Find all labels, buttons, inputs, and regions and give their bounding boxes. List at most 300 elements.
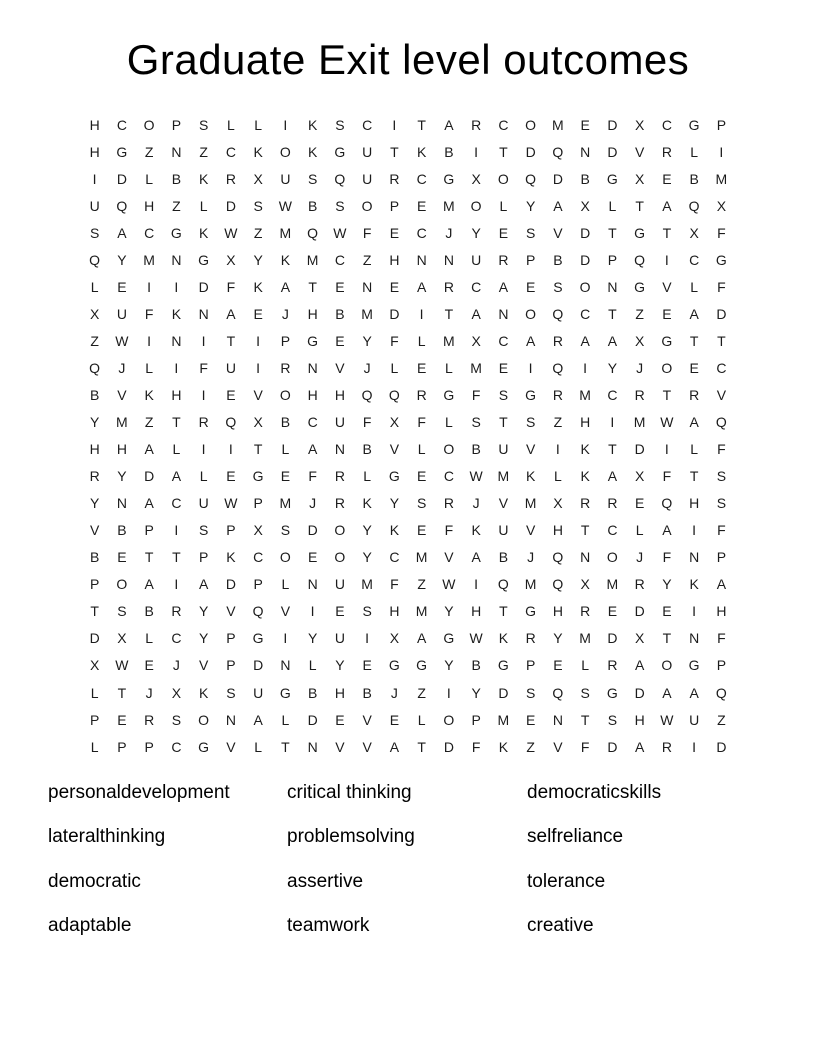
grid-letter: I bbox=[419, 305, 424, 322]
grid-letter: Y bbox=[335, 657, 345, 674]
grid-letter: D bbox=[716, 305, 727, 322]
grid-letter: J bbox=[363, 359, 371, 376]
grid-letter: J bbox=[281, 305, 289, 322]
grid-letter: R bbox=[498, 251, 509, 268]
grid-letter: L bbox=[281, 441, 290, 458]
grid-letter: T bbox=[689, 332, 699, 349]
grid-letter: A bbox=[171, 468, 182, 485]
grid-letter: H bbox=[307, 305, 318, 322]
grid-letter: J bbox=[118, 359, 126, 376]
grid-letter: S bbox=[553, 278, 563, 295]
grid-letter: P bbox=[716, 657, 727, 674]
grid-letter: S bbox=[525, 684, 536, 701]
grid-letter: A bbox=[253, 711, 263, 728]
grid-letter: B bbox=[689, 170, 699, 187]
word-list-item: assertive bbox=[287, 870, 364, 892]
grid-letter: M bbox=[361, 305, 373, 322]
grid-letter: W bbox=[115, 657, 129, 674]
grid-letter: L bbox=[199, 197, 208, 214]
grid-letter: A bbox=[198, 576, 209, 593]
grid-letter: M bbox=[497, 468, 510, 485]
grid-letter: R bbox=[689, 386, 700, 403]
grid-letter: D bbox=[607, 630, 618, 647]
grid-letter: T bbox=[499, 143, 508, 160]
grid-letter: O bbox=[443, 441, 455, 458]
grid-letter: G bbox=[497, 657, 509, 674]
grid-letter: Q bbox=[552, 305, 564, 322]
grid-letter: F bbox=[362, 414, 372, 431]
grid-letter: I bbox=[583, 359, 588, 376]
grid-letter: S bbox=[226, 684, 236, 701]
word-list bbox=[48, 781, 778, 958]
grid-letter: L bbox=[417, 332, 426, 349]
grid-letter: Q bbox=[252, 603, 264, 620]
grid-letter: M bbox=[306, 251, 319, 268]
grid-letter: T bbox=[253, 441, 263, 458]
grid-letter: J bbox=[636, 549, 644, 566]
grid-letter: D bbox=[443, 738, 454, 755]
grid-letter: A bbox=[634, 657, 645, 674]
grid-letter: J bbox=[145, 684, 153, 701]
grid-letter: E bbox=[662, 305, 672, 322]
grid-letter: R bbox=[607, 657, 618, 674]
grid-letter: I bbox=[92, 170, 97, 187]
grid-letter: K bbox=[144, 386, 154, 403]
grid-letter: B bbox=[280, 414, 291, 431]
grid-letter: O bbox=[470, 197, 482, 214]
grid-letter: A bbox=[580, 332, 590, 349]
grid-letter: L bbox=[145, 170, 154, 187]
grid-letter: Z bbox=[253, 224, 263, 241]
grid-letter: T bbox=[499, 414, 508, 431]
grid-letter: P bbox=[226, 657, 236, 674]
grid-letter: O bbox=[334, 549, 346, 566]
grid-letter: J bbox=[472, 495, 480, 512]
grid-letter: M bbox=[361, 576, 373, 593]
grid-letter: E bbox=[389, 224, 400, 241]
grid-letter: O bbox=[497, 170, 509, 187]
grid-letter: T bbox=[417, 116, 426, 133]
grid-letter: P bbox=[607, 251, 618, 268]
grid-letter: T bbox=[90, 603, 99, 620]
grid-letter: L bbox=[226, 116, 235, 133]
grid-letter: H bbox=[716, 603, 727, 620]
grid-letter: C bbox=[144, 224, 155, 241]
grid-letter: G bbox=[443, 386, 455, 403]
grid-letter: U bbox=[362, 170, 373, 187]
word-list-item: selfreliance bbox=[527, 826, 624, 848]
grid-letter: S bbox=[525, 224, 536, 241]
grid-letter: U bbox=[334, 414, 345, 431]
grid-letter: N bbox=[307, 576, 318, 593]
grid-letter: Y bbox=[307, 630, 318, 647]
grid-letter: X bbox=[471, 332, 481, 349]
grid-letter: T bbox=[717, 332, 726, 349]
grid-letter: V bbox=[553, 224, 563, 241]
grid-letter: D bbox=[116, 170, 127, 187]
grid-letter: B bbox=[89, 549, 100, 566]
grid-letter: X bbox=[253, 414, 263, 431]
grid-letter: Q bbox=[552, 576, 564, 593]
grid-letter: N bbox=[498, 305, 509, 322]
grid-letter: Z bbox=[417, 684, 426, 701]
grid-letter: D bbox=[225, 576, 236, 593]
grid-letter: V bbox=[525, 522, 536, 539]
grid-letter: M bbox=[279, 495, 292, 512]
grid-letter: N bbox=[225, 711, 236, 728]
grid-letter: N bbox=[171, 251, 182, 268]
grid-letter: D bbox=[634, 603, 645, 620]
grid-letter: M bbox=[143, 251, 155, 268]
grid-letter: N bbox=[607, 278, 618, 295]
grid-letter: R bbox=[334, 468, 345, 485]
grid-letter: T bbox=[662, 630, 672, 647]
grid-letter: R bbox=[661, 738, 672, 755]
grid-letter: S bbox=[716, 468, 727, 485]
grid-letter: B bbox=[117, 522, 127, 539]
grid-letter: E bbox=[525, 711, 536, 728]
grid-letter: D bbox=[607, 143, 618, 160]
grid-letter: H bbox=[89, 441, 100, 458]
grid-letter: C bbox=[225, 143, 236, 160]
grid-letter: T bbox=[608, 224, 617, 241]
grid-letter: E bbox=[525, 278, 536, 295]
grid-letter: A bbox=[471, 305, 481, 322]
grid-letter: L bbox=[90, 684, 99, 701]
grid-letter: R bbox=[225, 170, 236, 187]
grid-letter: X bbox=[580, 576, 590, 593]
page-title: Graduate Exit level outcomes bbox=[126, 36, 690, 83]
grid-letter: P bbox=[716, 549, 727, 566]
grid-letter: Y bbox=[662, 576, 672, 593]
grid-letter: T bbox=[417, 738, 426, 755]
grid-letter: Z bbox=[717, 711, 726, 728]
grid-letter: E bbox=[689, 359, 699, 376]
grid-letter: Z bbox=[144, 414, 154, 431]
grid-letter: Y bbox=[389, 495, 400, 512]
grid-letter: X bbox=[689, 224, 699, 241]
grid-letter: M bbox=[443, 197, 455, 214]
grid-letter: I bbox=[310, 603, 315, 620]
grid-letter: F bbox=[717, 630, 726, 647]
grid-letter: Q bbox=[116, 197, 128, 214]
word-list-item: tolerance bbox=[527, 870, 606, 892]
grid-letter: P bbox=[253, 576, 263, 593]
grid-letter: O bbox=[606, 549, 618, 566]
grid-letter: A bbox=[444, 116, 454, 133]
grid-letter: E bbox=[226, 386, 236, 403]
grid-letter: I bbox=[692, 738, 697, 755]
grid-letter: M bbox=[524, 495, 537, 512]
grid-letter: T bbox=[608, 441, 617, 458]
grid-letter: W bbox=[469, 468, 483, 485]
grid-letter: B bbox=[471, 657, 481, 674]
grid-letter: L bbox=[145, 630, 154, 647]
word-list-item: problemsolving bbox=[287, 826, 415, 848]
grid-letter: J bbox=[527, 549, 535, 566]
grid-letter: T bbox=[499, 603, 508, 620]
grid-letter: I bbox=[692, 603, 697, 620]
grid-letter: A bbox=[716, 576, 727, 593]
grid-letter: F bbox=[362, 224, 372, 241]
grid-letter: L bbox=[444, 414, 453, 431]
grid-letter: M bbox=[633, 414, 646, 431]
grid-letter: S bbox=[198, 522, 209, 539]
grid-letter: L bbox=[90, 738, 99, 755]
grid-letter: J bbox=[390, 684, 398, 701]
grid-letter: I bbox=[692, 522, 697, 539]
grid-letter: D bbox=[716, 738, 727, 755]
grid-letter: K bbox=[307, 116, 318, 133]
grid-letter: E bbox=[389, 278, 400, 295]
word-list-item: teamwork bbox=[287, 914, 370, 936]
grid-letter: S bbox=[89, 224, 100, 241]
grid-letter: L bbox=[281, 576, 290, 593]
grid-letter: P bbox=[226, 630, 236, 647]
grid-letter: M bbox=[497, 711, 510, 728]
grid-letter: Q bbox=[715, 684, 727, 701]
grid-letter: D bbox=[144, 468, 155, 485]
grid-letter: R bbox=[607, 495, 618, 512]
grid-letter: X bbox=[716, 197, 727, 214]
grid-letter: U bbox=[116, 305, 127, 322]
grid-letter: L bbox=[199, 468, 208, 485]
grid-letter: T bbox=[662, 224, 672, 241]
grid-letter: U bbox=[334, 630, 345, 647]
grid-letter: H bbox=[89, 143, 100, 160]
grid-letter: E bbox=[662, 603, 672, 620]
grid-letter: X bbox=[253, 522, 263, 539]
grid-letter: K bbox=[226, 549, 236, 566]
grid-letter: X bbox=[117, 630, 127, 647]
grid-letter: S bbox=[117, 603, 127, 620]
grid-letter: Q bbox=[525, 170, 537, 187]
grid-letter: B bbox=[307, 197, 318, 214]
grid-letter: V bbox=[335, 738, 345, 755]
grid-letter: R bbox=[552, 332, 563, 349]
grid-letter: X bbox=[634, 468, 645, 485]
word-list-item: personaldevelopment bbox=[48, 782, 230, 803]
grid-letter: W bbox=[442, 576, 456, 593]
grid-letter: R bbox=[443, 495, 454, 512]
grid-letter: L bbox=[499, 197, 508, 214]
grid-letter: E bbox=[280, 468, 291, 485]
grid-letter: I bbox=[228, 441, 233, 458]
grid-letter: R bbox=[580, 603, 591, 620]
grid-letter: P bbox=[525, 657, 536, 674]
grid-letter: Y bbox=[444, 657, 454, 674]
grid-letter: E bbox=[253, 305, 263, 322]
grid-letter: K bbox=[580, 441, 590, 458]
grid-letter: C bbox=[580, 305, 591, 322]
grid-letter: L bbox=[690, 441, 699, 458]
grid-letter: Y bbox=[253, 251, 263, 268]
grid-letter: K bbox=[525, 468, 536, 485]
grid-letter: J bbox=[309, 495, 317, 512]
grid-letter: K bbox=[198, 224, 209, 241]
grid-letter: G bbox=[198, 738, 210, 755]
grid-letter: C bbox=[471, 278, 482, 295]
grid-letter: T bbox=[608, 305, 617, 322]
grid-letter: D bbox=[498, 684, 509, 701]
grid-letter: I bbox=[664, 251, 669, 268]
grid-letter: R bbox=[443, 278, 454, 295]
grid-letter: Q bbox=[661, 495, 673, 512]
grid-letter: V bbox=[117, 386, 127, 403]
grid-letter: B bbox=[171, 170, 182, 187]
grid-letter: K bbox=[689, 576, 699, 593]
grid-letter: V bbox=[226, 738, 236, 755]
grid-letter: L bbox=[254, 738, 263, 755]
grid-letter: E bbox=[416, 359, 427, 376]
grid-letter: B bbox=[444, 143, 454, 160]
grid-letter: K bbox=[362, 495, 372, 512]
grid-letter: Z bbox=[90, 332, 99, 349]
grid-letter: V bbox=[253, 386, 263, 403]
grid-letter: C bbox=[607, 522, 618, 539]
grid-letter: Q bbox=[688, 197, 700, 214]
grid-letter: G bbox=[606, 170, 618, 187]
grid-letter: D bbox=[225, 197, 236, 214]
grid-letter: A bbox=[144, 576, 154, 593]
grid-letter: I bbox=[446, 684, 451, 701]
grid-letter: A bbox=[498, 278, 509, 295]
grid-letter: U bbox=[498, 441, 509, 458]
grid-letter: D bbox=[389, 305, 400, 322]
grid-letter: G bbox=[252, 468, 264, 485]
grid-letter: T bbox=[635, 197, 644, 214]
grid-letter: U bbox=[334, 576, 345, 593]
grid-letter: P bbox=[171, 116, 182, 133]
grid-letter: R bbox=[634, 386, 645, 403]
grid-letter: I bbox=[365, 630, 370, 647]
grid-letter: F bbox=[662, 549, 672, 566]
grid-letter: R bbox=[552, 386, 563, 403]
grid-letter: L bbox=[690, 278, 699, 295]
grid-letter: O bbox=[525, 116, 537, 133]
grid-letter: M bbox=[415, 603, 428, 620]
grid-letter: A bbox=[634, 738, 645, 755]
grid-letter: Z bbox=[362, 251, 372, 268]
grid-letter: G bbox=[443, 630, 455, 647]
grid-letter: I bbox=[664, 441, 669, 458]
grid-letter: C bbox=[498, 332, 509, 349]
grid-letter: L bbox=[363, 468, 372, 485]
grid-letter: R bbox=[580, 495, 591, 512]
grid-letter: O bbox=[116, 576, 128, 593]
grid-letter: B bbox=[307, 684, 318, 701]
grid-letter: C bbox=[253, 549, 264, 566]
grid-letter: Z bbox=[526, 738, 535, 755]
grid-letter: N bbox=[307, 738, 318, 755]
grid-letter: Q bbox=[634, 251, 646, 268]
grid-letter: N bbox=[362, 278, 373, 295]
grid-letter: I bbox=[528, 359, 533, 376]
grid-letter: P bbox=[117, 738, 127, 755]
grid-letter: Y bbox=[471, 224, 481, 241]
grid-letter: R bbox=[634, 576, 645, 593]
grid-letter: V bbox=[280, 603, 291, 620]
grid-letter: F bbox=[662, 468, 672, 485]
grid-letter: X bbox=[171, 684, 182, 701]
grid-letter: E bbox=[307, 549, 318, 566]
grid-letter: N bbox=[171, 143, 182, 160]
grid-letter: P bbox=[389, 197, 400, 214]
grid-letter: O bbox=[279, 549, 291, 566]
grid-letter: V bbox=[525, 441, 536, 458]
grid-letter: H bbox=[389, 251, 400, 268]
grid-letter: V bbox=[362, 711, 372, 728]
grid-letter: C bbox=[334, 251, 345, 268]
grid-letter: G bbox=[661, 332, 673, 349]
grid-letter: Y bbox=[471, 684, 481, 701]
grid-letter: A bbox=[662, 522, 672, 539]
grid-letter: P bbox=[198, 549, 209, 566]
grid-letter: M bbox=[579, 386, 591, 403]
grid-letter: N bbox=[334, 441, 345, 458]
grid-letter: U bbox=[253, 684, 264, 701]
grid-letter: P bbox=[471, 711, 481, 728]
grid-letter: F bbox=[144, 305, 154, 322]
grid-letter: G bbox=[443, 170, 455, 187]
grid-letter: Z bbox=[172, 197, 181, 214]
grid-letter: E bbox=[580, 116, 590, 133]
grid-letter: W bbox=[224, 495, 238, 512]
grid-letter: E bbox=[117, 711, 127, 728]
grid-letter: D bbox=[607, 116, 618, 133]
grid-letter: T bbox=[172, 549, 181, 566]
grid-letter: S bbox=[335, 197, 345, 214]
grid-letter: V bbox=[389, 441, 400, 458]
grid-letter: R bbox=[661, 143, 672, 160]
grid-letter: X bbox=[553, 495, 563, 512]
grid-letter: D bbox=[580, 251, 591, 268]
grid-letter: H bbox=[144, 197, 155, 214]
grid-letter: L bbox=[281, 711, 290, 728]
grid-letter: B bbox=[553, 251, 563, 268]
grid-letter: Y bbox=[607, 359, 618, 376]
grid-letter: F bbox=[471, 738, 481, 755]
grid-letter: A bbox=[144, 441, 154, 458]
word-list-item: critical thinking bbox=[287, 782, 412, 803]
grid-letter: B bbox=[362, 684, 372, 701]
grid-letter: K bbox=[498, 738, 509, 755]
grid-letter: N bbox=[580, 143, 591, 160]
grid-letter: M bbox=[552, 116, 564, 133]
grid-letter: C bbox=[443, 468, 454, 485]
grid-letter: M bbox=[715, 170, 728, 187]
grid-letter: T bbox=[580, 522, 590, 539]
grid-letter: A bbox=[553, 197, 563, 214]
grid-letter: T bbox=[281, 738, 290, 755]
grid-letter: Y bbox=[362, 332, 372, 349]
grid-letter: F bbox=[580, 738, 590, 755]
grid-letter: H bbox=[116, 441, 127, 458]
grid-letter: G bbox=[525, 603, 537, 620]
grid-letter: X bbox=[580, 197, 590, 214]
grid-letter: X bbox=[634, 332, 645, 349]
grid-letter: O bbox=[661, 657, 673, 674]
grid-letter: S bbox=[198, 116, 209, 133]
grid-letter: X bbox=[253, 170, 263, 187]
grid-letter: Q bbox=[225, 414, 237, 431]
grid-letter: I bbox=[474, 576, 479, 593]
grid-letter: Y bbox=[362, 549, 372, 566]
grid-letter: I bbox=[610, 414, 615, 431]
grid-letter: L bbox=[581, 657, 590, 674]
grid-letter: K bbox=[253, 278, 263, 295]
grid-letter: J bbox=[636, 359, 644, 376]
